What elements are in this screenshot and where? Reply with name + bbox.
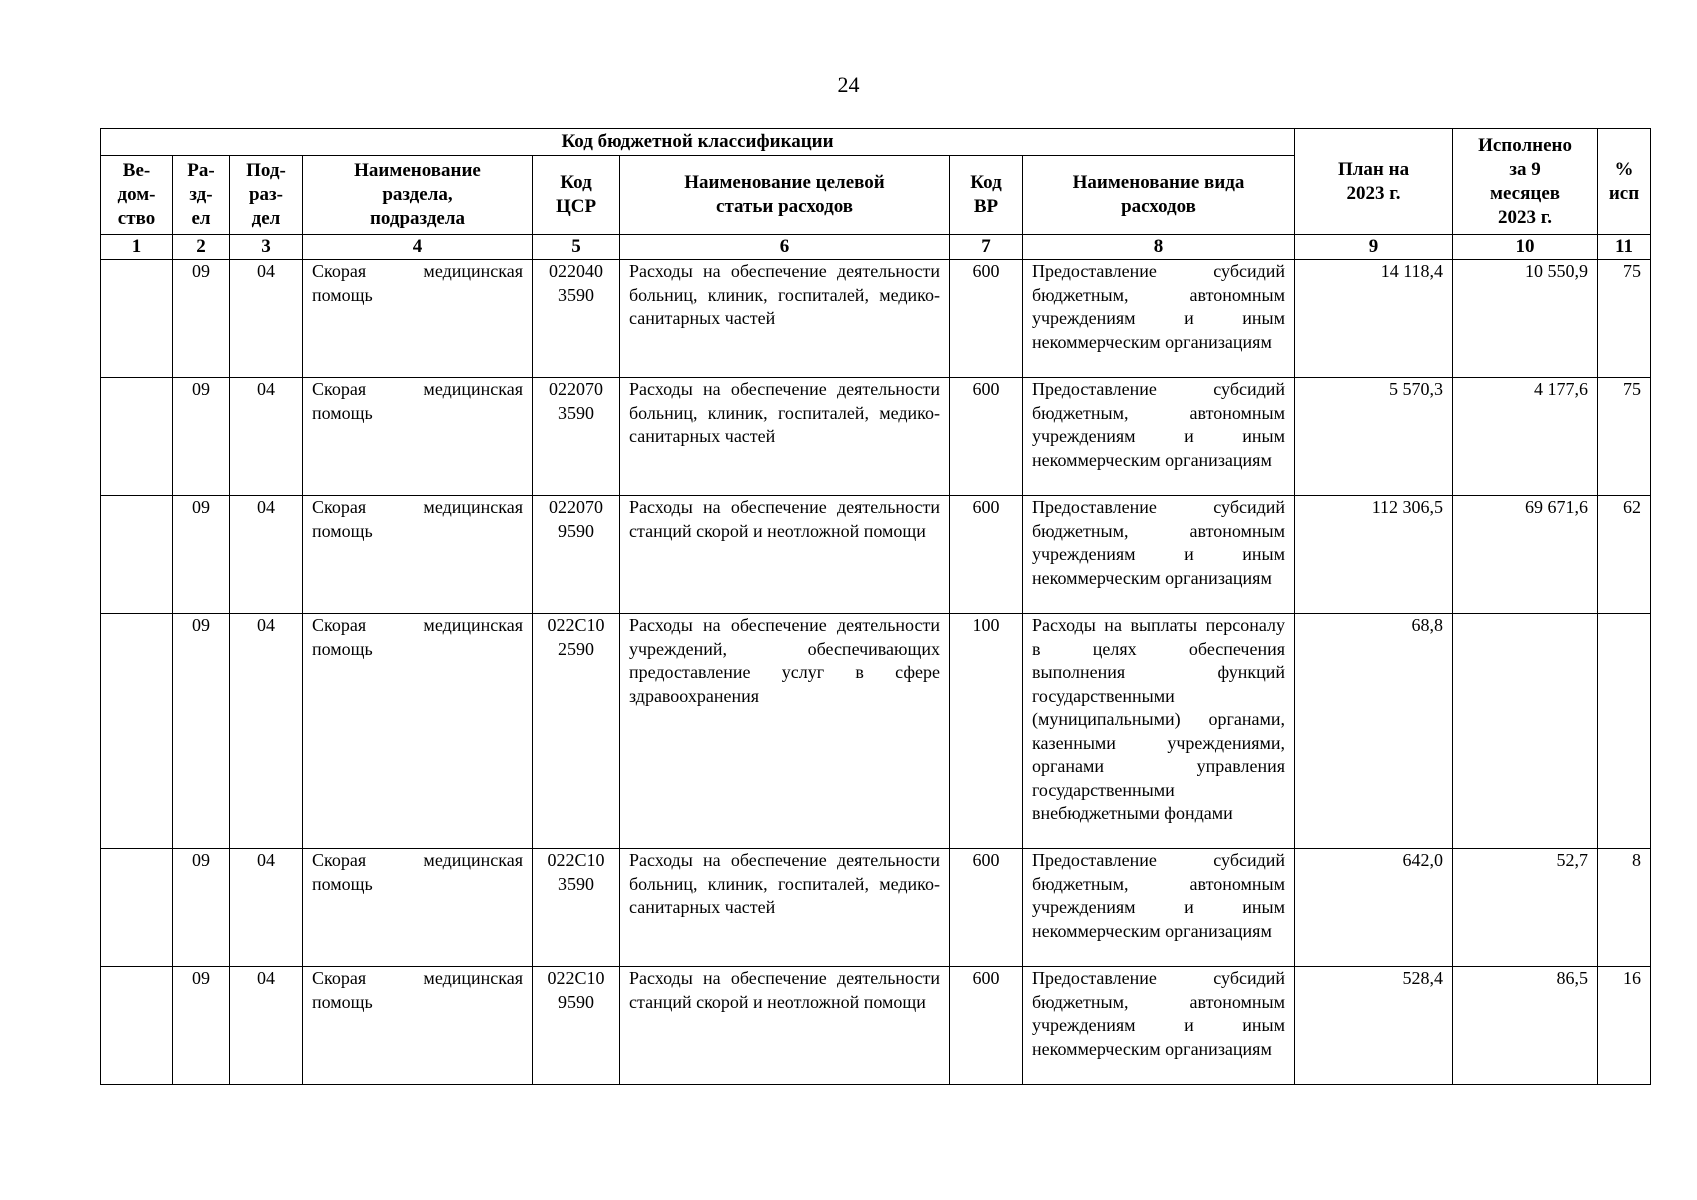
executed-cell: 10 550,9 — [1453, 260, 1598, 378]
expense-type-cell: Предоставление субсидий бюджетным, автономным учреждениям и иным некоммерческим организациям — [1023, 849, 1295, 967]
expense-type-cell: Расходы на выплаты персоналу в целях обеспечения выполнения функций государственными (муниципальными) органами, казенными учреждениями, органами управления государственными внебюджетными фондами — [1023, 614, 1295, 849]
column-number: 2 — [173, 235, 230, 260]
razdel-name-cell: Скорая медицинская помощь — [303, 614, 533, 849]
code-vr-header: Код ВР — [950, 156, 1023, 235]
podrazdel-cell: 04 — [230, 967, 303, 1085]
code-vr-cell: 600 — [950, 849, 1023, 967]
vedomstvo-cell — [101, 378, 173, 496]
target-name-cell: Расходы на обеспечение деятельности больниц, клиник, госпиталей, медико-санитарных частей — [620, 849, 950, 967]
expense-type-header: Наименование вида расходов — [1023, 156, 1295, 235]
column-number: 5 — [533, 235, 620, 260]
column-number: 4 — [303, 235, 533, 260]
vedomstvo-cell — [101, 614, 173, 849]
code-csr-cell: 022070 9590 — [533, 496, 620, 614]
table-row — [101, 849, 1651, 967]
target-name-cell: Расходы на обеспечение деятельности больниц, клиник, госпиталей, медико-санитарных частей — [620, 260, 950, 378]
executed-cell: 52,7 — [1453, 849, 1598, 967]
razdel-name-cell: Скорая медицинская помощь — [303, 378, 533, 496]
percent-cell: 62 — [1598, 496, 1651, 614]
plan-header: План на 2023 г. — [1295, 129, 1453, 235]
razdel-name-cell: Скорая медицинская помощь — [303, 849, 533, 967]
expense-type-cell: Предоставление субсидий бюджетным, автономным учреждениям и иным некоммерческим организациям — [1023, 967, 1295, 1085]
plan-cell: 14 118,4 — [1295, 260, 1453, 378]
podrazdel-cell: 04 — [230, 614, 303, 849]
budget-execution-table — [100, 128, 1651, 1085]
vedomstvo-cell — [101, 849, 173, 967]
target-name-header: Наименование целевой статьи расходов — [620, 156, 950, 235]
razdel-cell: 09 — [173, 849, 230, 967]
percent-header: % исп — [1598, 129, 1651, 235]
expense-type-cell: Предоставление субсидий бюджетным, автономным учреждениям и иным некоммерческим организациям — [1023, 260, 1295, 378]
vedomstvo-header: Ве- дом- ство — [101, 156, 173, 235]
vedomstvo-cell — [101, 967, 173, 1085]
table-row — [101, 614, 1651, 849]
razdel-name-header: Наименование раздела, подраздела — [303, 156, 533, 235]
column-number: 7 — [950, 235, 1023, 260]
column-number: 1 — [101, 235, 173, 260]
executed-cell — [1453, 614, 1598, 849]
percent-cell: 75 — [1598, 260, 1651, 378]
budget-classification-group-header: Код бюджетной классификации — [101, 129, 1295, 156]
code-vr-cell: 600 — [950, 260, 1023, 378]
target-name-cell: Расходы на обеспечение деятельности станций скорой и неотложной помощи — [620, 967, 950, 1085]
column-number: 10 — [1453, 235, 1598, 260]
plan-cell: 112 306,5 — [1295, 496, 1453, 614]
razdel-cell: 09 — [173, 496, 230, 614]
table-row — [101, 378, 1651, 496]
code-vr-cell: 600 — [950, 496, 1023, 614]
plan-cell: 642,0 — [1295, 849, 1453, 967]
column-number: 11 — [1598, 235, 1651, 260]
percent-cell: 75 — [1598, 378, 1651, 496]
code-csr-cell: 022С10 2590 — [533, 614, 620, 849]
table-row — [101, 967, 1651, 1085]
percent-cell: 8 — [1598, 849, 1651, 967]
code-csr-cell: 022С10 3590 — [533, 849, 620, 967]
target-name-cell: Расходы на обеспечение деятельности больниц, клиник, госпиталей, медико-санитарных частей — [620, 378, 950, 496]
expense-type-cell: Предоставление субсидий бюджетным, автономным учреждениям и иным некоммерческим организациям — [1023, 378, 1295, 496]
code-csr-header: Код ЦСР — [533, 156, 620, 235]
razdel-cell: 09 — [173, 967, 230, 1085]
expense-type-cell: Предоставление субсидий бюджетным, автономным учреждениям и иным некоммерческим организациям — [1023, 496, 1295, 614]
executed-cell: 4 177,6 — [1453, 378, 1598, 496]
razdel-name-cell: Скорая медицинская помощь — [303, 967, 533, 1085]
column-number: 9 — [1295, 235, 1453, 260]
vedomstvo-cell — [101, 496, 173, 614]
podrazdel-cell: 04 — [230, 378, 303, 496]
executed-cell: 69 671,6 — [1453, 496, 1598, 614]
razdel-name-cell: Скорая медицинская помощь — [303, 260, 533, 378]
podrazdel-header: Под- раз- дел — [230, 156, 303, 235]
razdel-name-cell: Скорая медицинская помощь — [303, 496, 533, 614]
code-csr-cell: 022040 3590 — [533, 260, 620, 378]
percent-cell: 16 — [1598, 967, 1651, 1085]
plan-cell: 5 570,3 — [1295, 378, 1453, 496]
table-row — [101, 496, 1651, 614]
column-number: 8 — [1023, 235, 1295, 260]
razdel-cell: 09 — [173, 614, 230, 849]
podrazdel-cell: 04 — [230, 496, 303, 614]
razdel-header: Ра- зд- ел — [173, 156, 230, 235]
target-name-cell: Расходы на обеспечение деятельности учреждений, обеспечивающих предоставление услуг в сфере здравоохранения — [620, 614, 950, 849]
executed-cell: 86,5 — [1453, 967, 1598, 1085]
table-row — [101, 260, 1651, 378]
target-name-cell: Расходы на обеспечение деятельности станций скорой и неотложной помощи — [620, 496, 950, 614]
podrazdel-cell: 04 — [230, 260, 303, 378]
plan-cell: 68,8 — [1295, 614, 1453, 849]
vedomstvo-cell — [101, 260, 173, 378]
code-vr-cell: 600 — [950, 967, 1023, 1085]
column-number-row — [101, 235, 1651, 260]
executed-header: Исполнено за 9 месяцев 2023 г. — [1453, 129, 1598, 235]
razdel-cell: 09 — [173, 260, 230, 378]
razdel-cell: 09 — [173, 378, 230, 496]
plan-cell: 528,4 — [1295, 967, 1453, 1085]
code-csr-cell: 022С10 9590 — [533, 967, 620, 1085]
code-vr-cell: 100 — [950, 614, 1023, 849]
column-number: 3 — [230, 235, 303, 260]
code-csr-cell: 022070 3590 — [533, 378, 620, 496]
podrazdel-cell: 04 — [230, 849, 303, 967]
code-vr-cell: 600 — [950, 378, 1023, 496]
column-number: 6 — [620, 235, 950, 260]
percent-cell — [1598, 614, 1651, 849]
page-number: 24 — [837, 72, 860, 97]
